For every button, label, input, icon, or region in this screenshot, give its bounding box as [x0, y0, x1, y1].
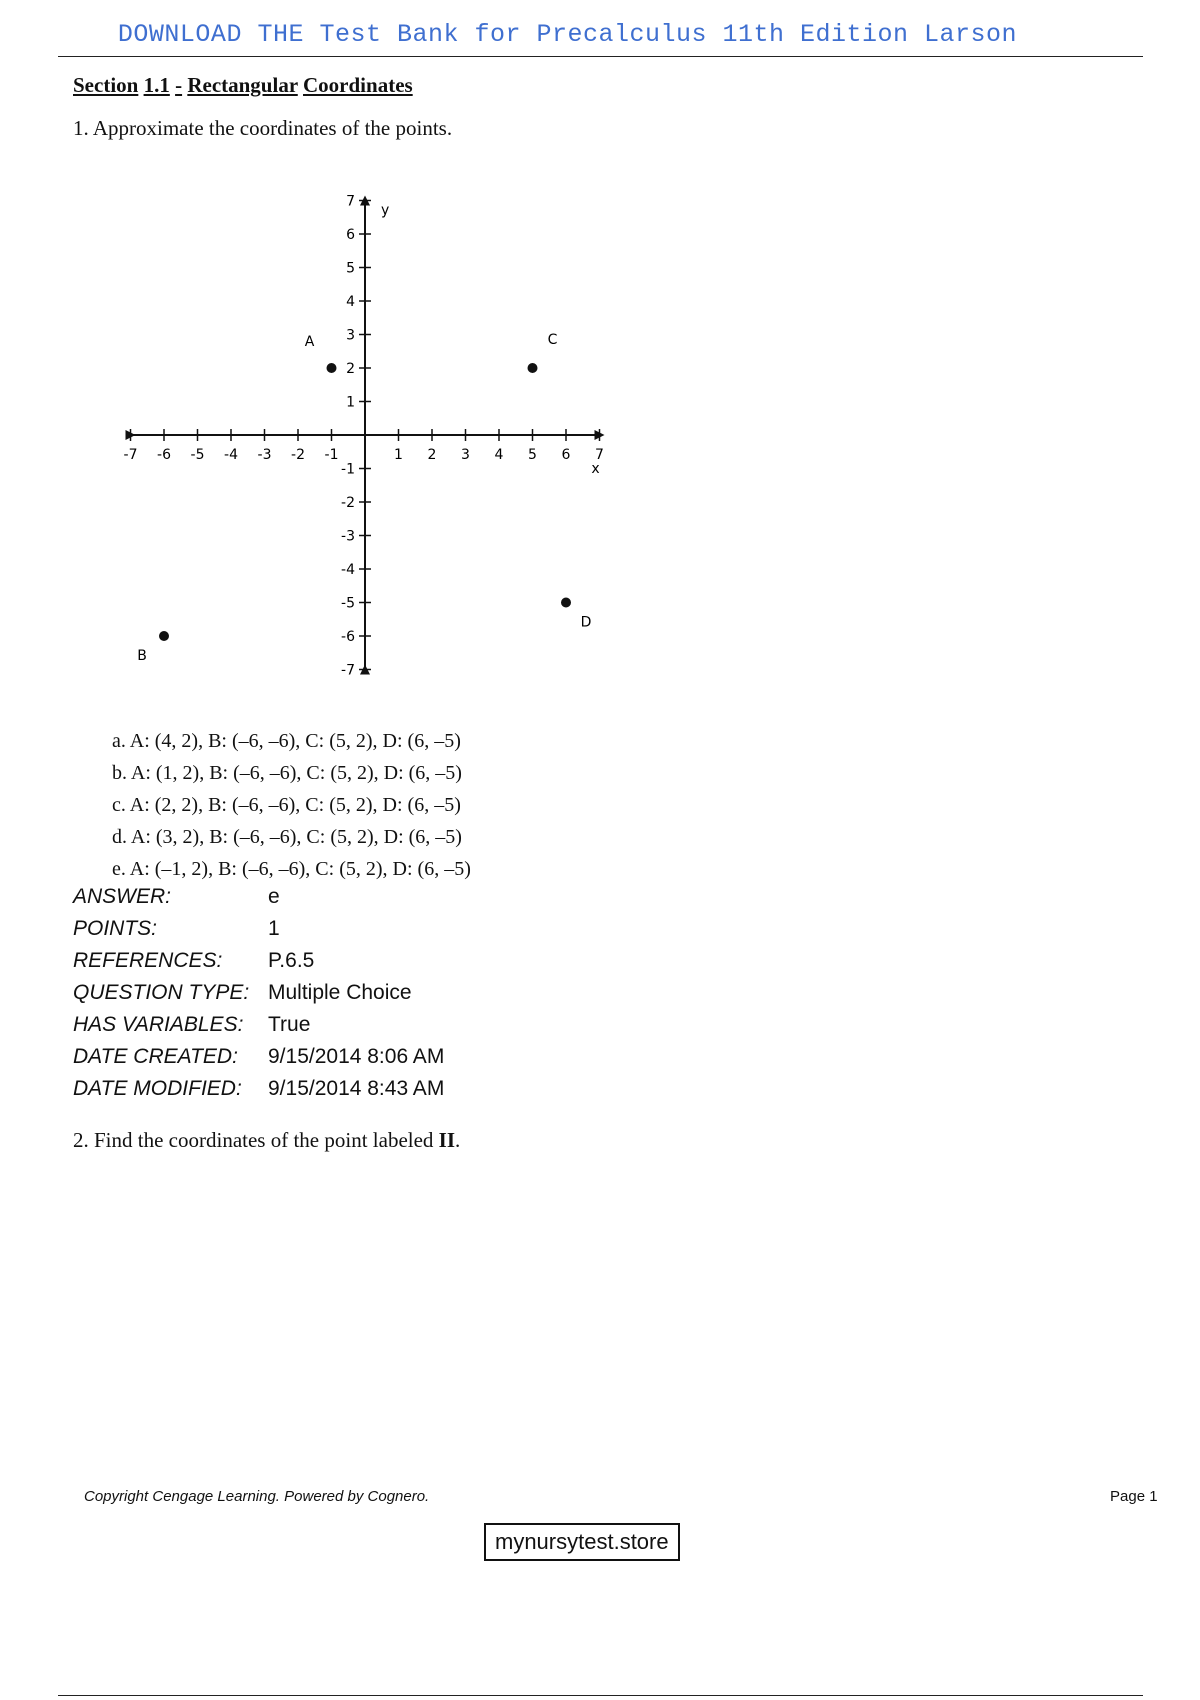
y-tick-label: 2: [346, 361, 355, 377]
x-tick-label: -3: [257, 447, 272, 463]
axes: [131, 201, 600, 670]
x-tick-label: 3: [461, 447, 470, 463]
section-number: 1.1: [143, 73, 170, 97]
meta-row-date-modified: [73, 1073, 444, 1105]
question-2-text: [73, 1128, 460, 1153]
meta-value: 9/15/2014 8:43 AM: [268, 1077, 445, 1100]
footer-rule: [58, 1695, 1143, 1696]
question-2-prefix: 2. Find the coordinates of the point labeled: [73, 1128, 439, 1152]
section-word-2: Coordinates: [303, 73, 413, 97]
question-2-bold-label: II: [438, 1128, 456, 1152]
meta-value: True: [268, 1013, 311, 1036]
choice-e: e. A: (–1, 2), B: (–6, –6), C: (5, 2), D: (6, –5): [112, 858, 471, 880]
meta-label: POINTS:: [73, 917, 158, 940]
meta-label: ANSWER:: [73, 885, 172, 908]
question-metadata: [73, 881, 444, 1105]
meta-value: 1: [268, 917, 280, 940]
meta-row-question-type: [73, 977, 444, 1009]
question-1-text: 1. Approximate the coordinates of the points.: [73, 116, 453, 140]
coordinate-graph: [115, 180, 615, 690]
section-prefix: Section: [73, 73, 139, 97]
x-tick-label: -2: [291, 447, 305, 463]
meta-label: QUESTION TYPE:: [73, 981, 250, 1004]
x-tick-label: 2: [427, 447, 437, 463]
y-tick-label: -5: [341, 595, 355, 612]
x-tick-label: -4: [224, 447, 238, 463]
meta-row-date-created: [73, 1041, 444, 1073]
meta-label: HAS VARIABLES:: [73, 1013, 244, 1036]
header-rule: [58, 56, 1143, 57]
x-tick-label: -6: [157, 447, 171, 463]
y-tick-label: 3: [346, 327, 355, 344]
x-tick-label: -7: [123, 447, 138, 463]
section-title: [73, 73, 413, 98]
meta-row-references: [73, 945, 444, 977]
x-tick-label: 4: [494, 447, 504, 463]
x-tick-label: 7: [595, 447, 604, 463]
y-tick-label: -3: [341, 528, 355, 545]
point-label-a: A: [304, 334, 315, 350]
y-tick-label: 4: [346, 294, 355, 310]
point-label-c: C: [547, 332, 558, 348]
meta-label: DATE CREATED:: [73, 1045, 238, 1068]
y-tick-label: 5: [346, 260, 355, 277]
y-tick-label: -2: [341, 495, 355, 511]
download-banner: DOWNLOAD THE Test Bank for Precalculus 11th Edition Larson: [117, 20, 1018, 49]
x-axis-label: x: [591, 461, 600, 477]
y-tick-label: -4: [341, 562, 355, 578]
point-label-b: B: [137, 648, 147, 664]
meta-value: P.6.5: [268, 949, 315, 972]
point-label-d: D: [580, 614, 592, 631]
choice-b: b. A: (1, 2), B: (–6, –6), C: (5, 2), D: (6, –5): [112, 762, 462, 784]
footer-copyright: Copyright Cengage Learning. Powered by Cognero.: [84, 1488, 430, 1505]
meta-row-has-variables: [73, 1009, 444, 1041]
question-2-suffix: .: [455, 1128, 461, 1152]
footer-page-number: Page 1: [1110, 1488, 1158, 1505]
point-d: [561, 598, 571, 608]
y-tick-label: 1: [346, 394, 355, 411]
y-axis-label: y: [381, 202, 390, 219]
meta-row-answer: [73, 881, 444, 913]
meta-label: DATE MODIFIED:: [73, 1077, 242, 1100]
point-b: [159, 631, 169, 641]
point-a: [327, 363, 337, 373]
section-word-1: Rectangular: [187, 73, 298, 97]
x-tick-label: 5: [528, 447, 537, 463]
answer-choices: [112, 725, 471, 885]
choice-c: c. A: (2, 2), B: (–6, –6), C: (5, 2), D: (6, –5): [112, 794, 461, 816]
x-tick-label: -1: [324, 447, 339, 463]
section-dash: -: [175, 73, 183, 97]
x-tick-label: 1: [394, 447, 403, 463]
meta-value: 9/15/2014 8:06 AM: [268, 1045, 445, 1068]
x-tick-label: 6: [561, 447, 571, 463]
choice-a: a. A: (4, 2), B: (–6, –6), C: (5, 2), D: (6, –5): [112, 730, 461, 752]
meta-row-points: [73, 913, 444, 945]
meta-value: Multiple Choice: [268, 981, 412, 1004]
y-tick-label: -6: [341, 629, 355, 645]
y-tick-label: -7: [341, 662, 355, 679]
y-tick-label: 6: [346, 227, 355, 243]
point-c: [528, 363, 538, 373]
y-tick-label: -1: [341, 461, 355, 478]
x-tick-label: -5: [190, 447, 205, 463]
watermark-link[interactable]: mynursytest.store: [484, 1523, 680, 1561]
meta-value: e: [268, 885, 280, 908]
choice-d: d. A: (3, 2), B: (–6, –6), C: (5, 2), D: (6, –5): [112, 826, 462, 848]
y-tick-label: 7: [346, 193, 355, 210]
meta-label: REFERENCES:: [73, 949, 223, 972]
